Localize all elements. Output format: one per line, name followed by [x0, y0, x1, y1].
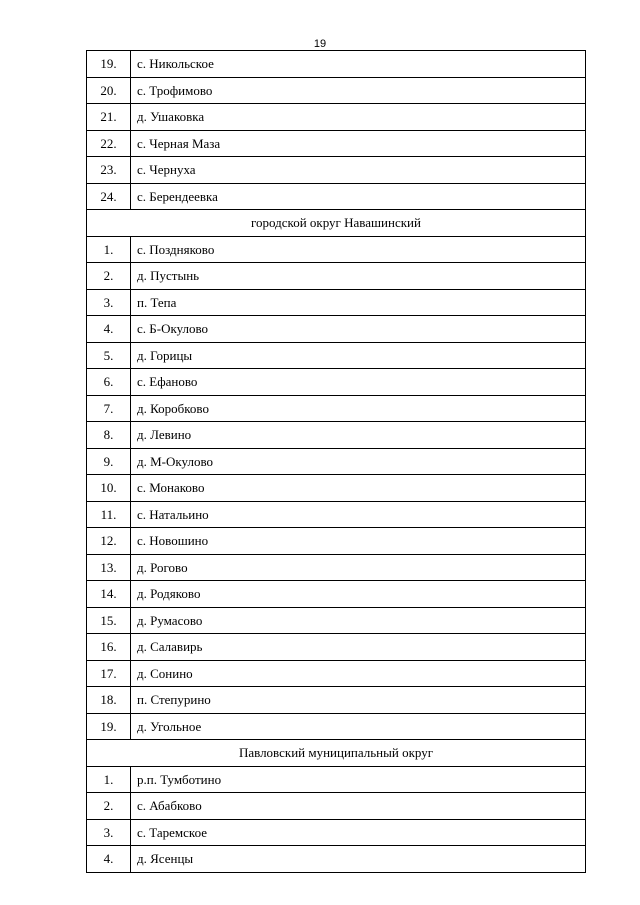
table-row: [87, 130, 586, 157]
settlement-name: с. Трофимово: [131, 77, 586, 104]
row-number: 18.: [87, 687, 131, 714]
table-row: [87, 501, 586, 528]
settlement-name: с. Монаково: [131, 475, 586, 502]
row-number: 11.: [87, 501, 131, 528]
settlement-name: д. М-Окулово: [131, 448, 586, 475]
settlement-name: д. Пустынь: [131, 263, 586, 290]
settlement-name: п. Степурино: [131, 687, 586, 714]
page-number: 19: [313, 38, 327, 50]
row-number: 19.: [87, 713, 131, 740]
table-row: [87, 342, 586, 369]
table-row: [87, 104, 586, 131]
settlement-name: с. Чернуха: [131, 157, 586, 184]
settlement-name: д. Левино: [131, 422, 586, 449]
row-number: 1.: [87, 766, 131, 793]
settlement-name: д. Угольное: [131, 713, 586, 740]
table-row: [87, 713, 586, 740]
row-number: 2.: [87, 793, 131, 820]
settlement-name: с. Б-Окулово: [131, 316, 586, 343]
row-number: 5.: [87, 342, 131, 369]
row-number: 4.: [87, 316, 131, 343]
settlement-name: п. Тепа: [131, 289, 586, 316]
row-number: 17.: [87, 660, 131, 687]
settlement-name: с. Ефаново: [131, 369, 586, 396]
settlement-name: д. Коробково: [131, 395, 586, 422]
row-number: 3.: [87, 289, 131, 316]
settlement-name: с. Абабково: [131, 793, 586, 820]
settlement-name: д. Рогово: [131, 554, 586, 581]
row-number: 2.: [87, 263, 131, 290]
settlement-name: с. Таремское: [131, 819, 586, 846]
row-number: 10.: [87, 475, 131, 502]
settlement-name: с. Новошино: [131, 528, 586, 555]
section-title: Павловский муниципальный округ: [87, 740, 586, 767]
table-row: [87, 395, 586, 422]
settlement-name: р.п. Тумботино: [131, 766, 586, 793]
row-number: 22.: [87, 130, 131, 157]
settlement-name: д. Родяково: [131, 581, 586, 608]
table-row: [87, 793, 586, 820]
table-row: [87, 77, 586, 104]
row-number: 3.: [87, 819, 131, 846]
table-row: [87, 316, 586, 343]
settlement-name: д. Сонино: [131, 660, 586, 687]
settlement-name: с. Черная Маза: [131, 130, 586, 157]
row-number: 12.: [87, 528, 131, 555]
table-row: [87, 634, 586, 661]
table-row: [87, 448, 586, 475]
row-number: 19.: [87, 51, 131, 78]
table-row: [87, 607, 586, 634]
row-number: 15.: [87, 607, 131, 634]
row-number: 8.: [87, 422, 131, 449]
settlement-name: д. Румасово: [131, 607, 586, 634]
row-number: 16.: [87, 634, 131, 661]
settlement-name: с. Берендеевка: [131, 183, 586, 210]
table-row: [87, 660, 586, 687]
table-row: [87, 157, 586, 184]
table-row: [87, 236, 586, 263]
table-row: [87, 581, 586, 608]
row-number: 24.: [87, 183, 131, 210]
table-row: [87, 289, 586, 316]
settlement-name: д. Салавирь: [131, 634, 586, 661]
table-row: [87, 51, 586, 78]
row-number: 9.: [87, 448, 131, 475]
settlement-name: д. Ушаковка: [131, 104, 586, 131]
section-header-row: [87, 210, 586, 237]
table-row: [87, 263, 586, 290]
table-row: [87, 369, 586, 396]
settlement-name: с. Никольское: [131, 51, 586, 78]
table-row: [87, 819, 586, 846]
table-row: [87, 846, 586, 873]
table-row: [87, 422, 586, 449]
settlement-name: д. Горицы: [131, 342, 586, 369]
row-number: 1.: [87, 236, 131, 263]
row-number: 21.: [87, 104, 131, 131]
settlement-name: д. Ясенцы: [131, 846, 586, 873]
row-number: 4.: [87, 846, 131, 873]
table-row: [87, 528, 586, 555]
table-row: [87, 475, 586, 502]
settlement-name: с. Поздняково: [131, 236, 586, 263]
row-number: 7.: [87, 395, 131, 422]
table-row: [87, 687, 586, 714]
settlements-table: [86, 50, 586, 873]
section-header-row: [87, 740, 586, 767]
row-number: 20.: [87, 77, 131, 104]
section-title: городской округ Навашинский: [87, 210, 586, 237]
settlement-name: с. Натальино: [131, 501, 586, 528]
row-number: 14.: [87, 581, 131, 608]
table-row: [87, 766, 586, 793]
table-row: [87, 183, 586, 210]
row-number: 6.: [87, 369, 131, 396]
table-body: [87, 51, 586, 873]
row-number: 13.: [87, 554, 131, 581]
table-row: [87, 554, 586, 581]
row-number: 23.: [87, 157, 131, 184]
